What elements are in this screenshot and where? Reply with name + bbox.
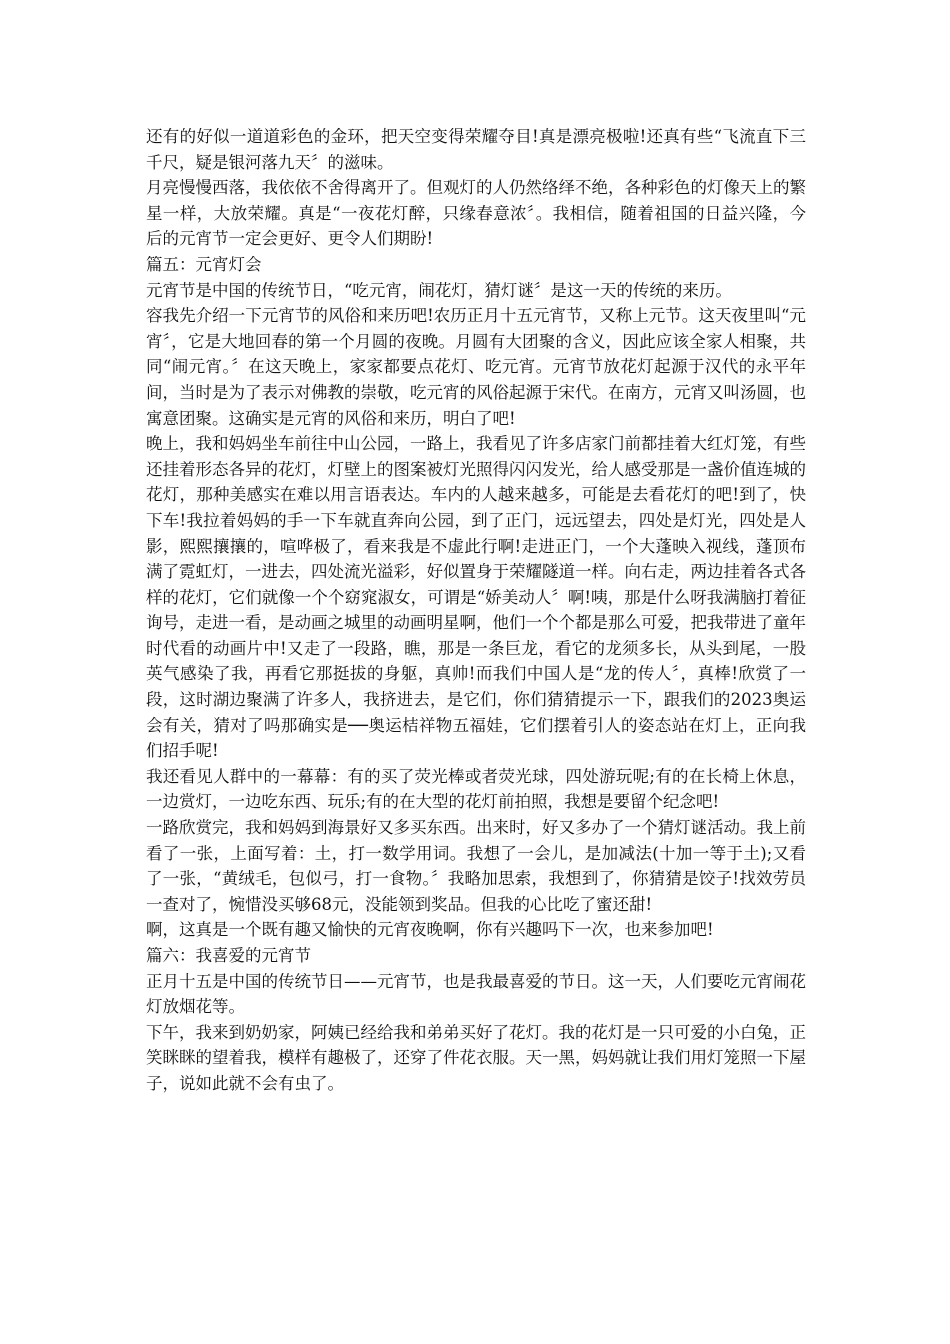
paragraph-favorite-festival: 正月十五是中国的传统节日——元宵节，也是我最喜爱的节日。这一天，人们要吃元宵闹花灯放烟花等。 [146, 971, 806, 1017]
paragraph-fireworks-colors: 还有的好似一道道彩色的金环，把天空变得荣耀夺目!真是漂亮极啦!还真有些“飞流直下三千尺，疑是银河落九天〞的滋味。 [146, 127, 806, 172]
paragraph-festival-intro: 元宵节是中国的传统节日，“吃元宵，闹花灯，猜灯谜〞是这一天的传统的来历。 [146, 280, 732, 300]
paragraph-closing-invite: 啊，这真是一个既有趣又愉快的元宵夜晚啊，你有兴趣吗下一次，也来参加吧! [146, 920, 714, 940]
section-heading-part-six: 篇六：我喜爱的元宵节 [146, 946, 311, 965]
section-heading-part-five: 篇五：元宵灯会 [146, 254, 262, 274]
paragraph-crowd-scenes: 我还看见人群中的一幕幕：有的买了荧光棒或者荧光球，四处游玩呢;有的在长椅上休息，一边赏灯，一边吃东西、玩乐;有的在大型的花灯前拍照，我想是要留个纪念吧! [146, 766, 806, 812]
paragraph-customs-origin: 容我先介绍一下元宵节的风俗和来历吧!农历正月十五元宵节，又称上元节。这天夜里叫“元宵〞，它是大地回春的第一个月圆的夜晚。月圆有大团聚的含义，因此应该全家人相聚，共同“闹元宵。〞在这天晚上，家家都要点花灯、吃元宵。元宵节放花灯起源于汉代的永平年间，当时是为了表示对佛教的崇敬，吃元宵的风俗起源于宋代。在南方，元宵又叫汤圆，也寓意团聚。这确实是元宵的风俗和来历，明白了吧! [146, 306, 806, 428]
paragraph-riddle-activity: 一路欣赏完，我和妈妈到海景好又多买东西。出来时，好又多办了一个猜灯谜活动。我上前看了一张，上面写着：土，打一数学用词。我想了一会儿，是加减法(十加一等于土);又看了一张，“黄绒毛，包似弓，打一食物。〞我略加思索，我想到了，你猜猜是饺子!找效劳员一查对了，惋惜没买够68元，没能领到奖品。但我的心比吃了蜜还甜! [146, 818, 806, 914]
document-page [146, 124, 806, 1097]
paragraph-evening-park: 晚上，我和妈妈坐车前往中山公园，一路上，我看见了许多店家门前都挂着大红灯笼，有些还挂着形态各异的花灯，灯壁上的图案被灯光照得闪闪发光，给人感受那是一盏价值连城的花灯，那种美感实在难以用言语表达。车内的人越来越多，可能是去看花灯的吧!到了，快下车!我拉着妈妈的手一下车就直奔向公园，到了正门，远远望去，四处是灯光，四处是人影，熙熙攘攘的，喧哗极了，看来我是不虚此行啊!走进正门，一个大蓬映入视线，蓬顶布满了霓虹灯，一进去，四处流光溢彩，好似置身于荣耀隧道一样。向右走，两边挂着各式各样的花灯，它们就像一个个窈窕淑女，可谓是“娇美动人〞啊!咦，那是什么呀我满脑打着征询号，走进一看，是动画之城里的动画明星啊，他们一个个都是那么可爱，把我带进了童年时代看的动画片中!又走了一段路，瞧，那是一条巨龙，看它的龙须多长，从头到尾，一股英气感染了我，再看它那挺拔的身躯，真帅!而我们中国人是“龙的传人〞，真棒!欣赏了一段，这时湖边聚满了许多人，我挤进去，是它们，你们猜猜提示一下，跟我们的2023奥运会有关，猜对了吗那确实是──奥运桔祥物五福娃，它们摆着引人的姿态站在灯上，正向我们招手呢! [146, 434, 806, 761]
paragraph-moon-setting: 月亮慢慢西落，我依依不舍得离开了。但观灯的人仍然络绎不绝，各种彩色的灯像天上的繁星一样，大放荣耀。真是“一夜花灯醉，只缘春意浓〞。我相信，随着祖国的日益兴隆，今后的元宵节一定会更好、更令人们期盼! [146, 178, 806, 249]
paragraph-grandma-lantern: 下午，我来到奶奶家，阿姨已经给我和弟弟买好了花灯。我的花灯是一只可爱的小白兔，正笑眯眯的望着我，模样有趣极了，还穿了件花衣服。天一黑，妈妈就让我们用灯笼照一下屋子，说如此就不会有虫了。 [146, 1022, 806, 1093]
